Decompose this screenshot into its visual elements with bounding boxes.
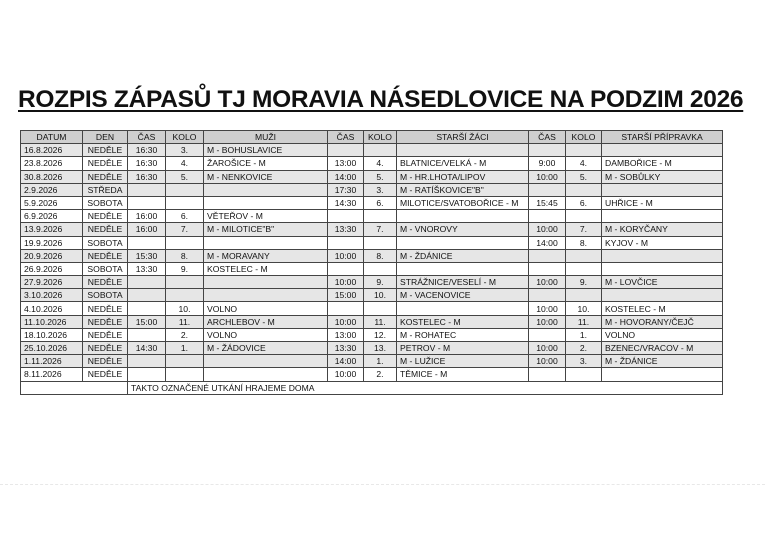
column-header-time: ČAS bbox=[328, 131, 364, 144]
cell-day: NEDĚLE bbox=[83, 276, 128, 289]
cell-round bbox=[566, 144, 602, 157]
cell-time: 16:30 bbox=[128, 157, 166, 170]
cell-time: 10:00 bbox=[529, 302, 566, 315]
cell-older-preparatory bbox=[602, 210, 723, 223]
table-row bbox=[21, 368, 723, 381]
cell-round: 5. bbox=[166, 170, 204, 183]
table-row bbox=[21, 262, 723, 275]
cell-time: 14:00 bbox=[328, 355, 364, 368]
cell-round: 6. bbox=[364, 196, 397, 209]
cell-older-pupils: M - VNOROVY bbox=[397, 223, 529, 236]
cell-round: 13. bbox=[364, 342, 397, 355]
cell-date: 25.10.2026 bbox=[21, 342, 83, 355]
cell-day: NEDĚLE bbox=[83, 223, 128, 236]
table-row bbox=[21, 183, 723, 196]
cell-time: 16:30 bbox=[128, 144, 166, 157]
cell-older-preparatory bbox=[602, 289, 723, 302]
cell-time: 15:45 bbox=[529, 196, 566, 209]
cell-round: 4. bbox=[364, 157, 397, 170]
cell-older-preparatory: DAMBOŘICE - M bbox=[602, 157, 723, 170]
cell-older-pupils bbox=[397, 236, 529, 249]
cell-time: 13:00 bbox=[328, 328, 364, 341]
cell-time: 10:00 bbox=[529, 342, 566, 355]
cell-round bbox=[566, 262, 602, 275]
table-row bbox=[21, 276, 723, 289]
column-header-older-pupils: STARŠÍ ŽÁCI bbox=[397, 131, 529, 144]
cell-date: 19.9.2026 bbox=[21, 236, 83, 249]
cell-older-preparatory: VOLNO bbox=[602, 328, 723, 341]
cell-round: 7. bbox=[166, 223, 204, 236]
page-title: ROZPIS ZÁPASŮ TJ MORAVIA NÁSEDLOVICE NA PODZIM 2026 bbox=[18, 86, 744, 113]
cell-day: SOBOTA bbox=[83, 236, 128, 249]
cell-older-pupils: TĚMICE - M bbox=[397, 368, 529, 381]
cell-time bbox=[328, 236, 364, 249]
cell-round: 9. bbox=[566, 276, 602, 289]
cell-date: 3.10.2026 bbox=[21, 289, 83, 302]
cell-men bbox=[204, 368, 328, 381]
divider bbox=[0, 484, 765, 485]
cell-older-preparatory bbox=[602, 368, 723, 381]
cell-time: 16:30 bbox=[128, 170, 166, 183]
cell-date: 27.9.2026 bbox=[21, 276, 83, 289]
cell-day: NEDĚLE bbox=[83, 210, 128, 223]
table-row bbox=[21, 249, 723, 262]
cell-round: 3. bbox=[166, 144, 204, 157]
cell-day: NEDĚLE bbox=[83, 328, 128, 341]
cell-time: 14:30 bbox=[328, 196, 364, 209]
cell-time: 13:30 bbox=[328, 342, 364, 355]
cell-older-pupils: PETROV - M bbox=[397, 342, 529, 355]
cell-men bbox=[204, 196, 328, 209]
cell-round: 2. bbox=[364, 368, 397, 381]
cell-date: 18.10.2026 bbox=[21, 328, 83, 341]
cell-time: 15:30 bbox=[128, 249, 166, 262]
cell-round bbox=[566, 210, 602, 223]
cell-time bbox=[328, 144, 364, 157]
cell-day: NEDĚLE bbox=[83, 249, 128, 262]
cell-time: 10:00 bbox=[529, 276, 566, 289]
cell-day: SOBOTA bbox=[83, 289, 128, 302]
cell-day: NEDĚLE bbox=[83, 170, 128, 183]
cell-time bbox=[529, 210, 566, 223]
cell-time bbox=[328, 302, 364, 315]
cell-time: 13:30 bbox=[128, 262, 166, 275]
cell-date: 26.9.2026 bbox=[21, 262, 83, 275]
cell-date: 8.11.2026 bbox=[21, 368, 83, 381]
cell-older-preparatory: UHŘICE - M bbox=[602, 196, 723, 209]
cell-older-pupils bbox=[397, 144, 529, 157]
cell-older-pupils: M - VACENOVICE bbox=[397, 289, 529, 302]
cell-time bbox=[128, 196, 166, 209]
cell-older-pupils: M - ŽDÁNICE bbox=[397, 249, 529, 262]
cell-round bbox=[364, 210, 397, 223]
cell-day: NEDĚLE bbox=[83, 355, 128, 368]
cell-date: 5.9.2026 bbox=[21, 196, 83, 209]
cell-men bbox=[204, 236, 328, 249]
cell-older-preparatory: M - HOVORANY/ČEJČ bbox=[602, 315, 723, 328]
cell-time bbox=[529, 328, 566, 341]
cell-round bbox=[166, 289, 204, 302]
header-row bbox=[21, 131, 723, 144]
cell-date: 30.8.2026 bbox=[21, 170, 83, 183]
column-header-men: MUŽI bbox=[204, 131, 328, 144]
cell-round: 9. bbox=[364, 276, 397, 289]
cell-round: 1. bbox=[364, 355, 397, 368]
match-schedule-table bbox=[20, 130, 723, 395]
cell-day: NEDĚLE bbox=[83, 157, 128, 170]
cell-round: 8. bbox=[566, 236, 602, 249]
cell-round: 6. bbox=[566, 196, 602, 209]
cell-older-pupils: STRÁŽNICE/VESELÍ - M bbox=[397, 276, 529, 289]
cell-older-pupils: MILOTICE/SVATOBOŘICE - M bbox=[397, 196, 529, 209]
cell-time: 10:00 bbox=[328, 249, 364, 262]
cell-round: 3. bbox=[566, 355, 602, 368]
cell-time: 10:00 bbox=[328, 315, 364, 328]
column-header-time: ČAS bbox=[128, 131, 166, 144]
cell-older-preparatory: KYJOV - M bbox=[602, 236, 723, 249]
cell-round: 2. bbox=[166, 328, 204, 341]
table-row bbox=[21, 342, 723, 355]
cell-date: 2.9.2026 bbox=[21, 183, 83, 196]
cell-time bbox=[529, 144, 566, 157]
cell-round: 2. bbox=[566, 342, 602, 355]
cell-round bbox=[364, 144, 397, 157]
cell-time: 10:00 bbox=[328, 276, 364, 289]
cell-older-preparatory: KOSTELEC - M bbox=[602, 302, 723, 315]
cell-men bbox=[204, 355, 328, 368]
cell-round bbox=[566, 368, 602, 381]
cell-time: 10:00 bbox=[529, 223, 566, 236]
cell-time bbox=[128, 355, 166, 368]
cell-round bbox=[566, 183, 602, 196]
cell-round bbox=[364, 302, 397, 315]
cell-time bbox=[529, 289, 566, 302]
cell-round: 10. bbox=[364, 289, 397, 302]
footnote-row bbox=[21, 381, 723, 394]
cell-men: M - ŽÁDOVICE bbox=[204, 342, 328, 355]
cell-round: 11. bbox=[566, 315, 602, 328]
cell-round: 4. bbox=[166, 157, 204, 170]
cell-round: 8. bbox=[364, 249, 397, 262]
cell-date: 16.8.2026 bbox=[21, 144, 83, 157]
cell-time: 14:30 bbox=[128, 342, 166, 355]
cell-date: 4.10.2026 bbox=[21, 302, 83, 315]
cell-time: 17:30 bbox=[328, 183, 364, 196]
cell-time: 13:30 bbox=[328, 223, 364, 236]
cell-round: 11. bbox=[166, 315, 204, 328]
cell-time bbox=[529, 249, 566, 262]
cell-date: 23.8.2026 bbox=[21, 157, 83, 170]
column-header-round: KOLO bbox=[166, 131, 204, 144]
cell-time bbox=[128, 276, 166, 289]
cell-round: 10. bbox=[566, 302, 602, 315]
cell-men: M - BOHUSLAVICE bbox=[204, 144, 328, 157]
cell-round: 12. bbox=[364, 328, 397, 341]
cell-men bbox=[204, 183, 328, 196]
cell-men: M - MILOTICE"B" bbox=[204, 223, 328, 236]
table-row bbox=[21, 223, 723, 236]
cell-date: 13.9.2026 bbox=[21, 223, 83, 236]
cell-date: 6.9.2026 bbox=[21, 210, 83, 223]
column-header-older-preparatory: STARŠÍ PŘÍPRAVKA bbox=[602, 131, 723, 144]
cell-time: 16:00 bbox=[128, 210, 166, 223]
table-row bbox=[21, 289, 723, 302]
cell-round bbox=[566, 249, 602, 262]
cell-time: 15:00 bbox=[328, 289, 364, 302]
cell-time: 14:00 bbox=[529, 236, 566, 249]
cell-older-pupils bbox=[397, 210, 529, 223]
cell-time bbox=[128, 289, 166, 302]
cell-round: 5. bbox=[364, 170, 397, 183]
cell-older-preparatory bbox=[602, 249, 723, 262]
cell-round: 9. bbox=[166, 262, 204, 275]
cell-men: ARCHLEBOV - M bbox=[204, 315, 328, 328]
cell-men: VOLNO bbox=[204, 302, 328, 315]
cell-day: NEDĚLE bbox=[83, 302, 128, 315]
table-row bbox=[21, 315, 723, 328]
cell-round: 1. bbox=[566, 328, 602, 341]
cell-men: VĚTEŘOV - M bbox=[204, 210, 328, 223]
cell-round: 4. bbox=[566, 157, 602, 170]
cell-older-preparatory bbox=[602, 262, 723, 275]
cell-men: ŽAROŠICE - M bbox=[204, 157, 328, 170]
footnote-home-matches: TAKTO OZNAČENÉ UTKÁNÍ HRAJEME DOMA bbox=[128, 381, 723, 394]
column-header-time: ČAS bbox=[529, 131, 566, 144]
cell-day: SOBOTA bbox=[83, 262, 128, 275]
cell-older-pupils: BLATNICE/VELKÁ - M bbox=[397, 157, 529, 170]
cell-round bbox=[166, 236, 204, 249]
cell-round bbox=[364, 236, 397, 249]
cell-men: M - NENKOVICE bbox=[204, 170, 328, 183]
table-row bbox=[21, 170, 723, 183]
cell-time bbox=[128, 368, 166, 381]
cell-time: 16:00 bbox=[128, 223, 166, 236]
cell-day: STŘEDA bbox=[83, 183, 128, 196]
cell-time bbox=[128, 236, 166, 249]
cell-round: 11. bbox=[364, 315, 397, 328]
cell-older-pupils: M - HR.LHOTA/LIPOV bbox=[397, 170, 529, 183]
cell-day: NEDĚLE bbox=[83, 368, 128, 381]
column-header-round: KOLO bbox=[364, 131, 397, 144]
table-row bbox=[21, 328, 723, 341]
cell-time bbox=[328, 210, 364, 223]
cell-day: SOBOTA bbox=[83, 196, 128, 209]
cell-time bbox=[529, 262, 566, 275]
cell-date: 11.10.2026 bbox=[21, 315, 83, 328]
cell-round: 3. bbox=[364, 183, 397, 196]
cell-men bbox=[204, 289, 328, 302]
table-row bbox=[21, 144, 723, 157]
table-row bbox=[21, 157, 723, 170]
cell-time: 13:00 bbox=[328, 157, 364, 170]
cell-older-pupils bbox=[397, 302, 529, 315]
cell-time bbox=[128, 183, 166, 196]
cell-men: KOSTELEC - M bbox=[204, 262, 328, 275]
column-header-date: DATUM bbox=[21, 131, 83, 144]
cell-older-preparatory: M - ŽDÁNICE bbox=[602, 355, 723, 368]
cell-round: 10. bbox=[166, 302, 204, 315]
cell-older-preparatory: M - LOVČICE bbox=[602, 276, 723, 289]
cell-older-preparatory: BZENEC/VRACOV - M bbox=[602, 342, 723, 355]
cell-older-pupils: M - LUŽICE bbox=[397, 355, 529, 368]
cell-round: 7. bbox=[364, 223, 397, 236]
cell-time: 10:00 bbox=[529, 315, 566, 328]
cell-date: 1.11.2026 bbox=[21, 355, 83, 368]
cell-round: 7. bbox=[566, 223, 602, 236]
cell-time: 10:00 bbox=[529, 170, 566, 183]
cell-date: 20.9.2026 bbox=[21, 249, 83, 262]
cell-day: NEDĚLE bbox=[83, 342, 128, 355]
cell-time: 10:00 bbox=[328, 368, 364, 381]
cell-older-pupils bbox=[397, 262, 529, 275]
cell-time bbox=[328, 262, 364, 275]
cell-time: 15:00 bbox=[128, 315, 166, 328]
cell-round bbox=[166, 183, 204, 196]
column-header-round: KOLO bbox=[566, 131, 602, 144]
cell-round: 6. bbox=[166, 210, 204, 223]
cell-men bbox=[204, 276, 328, 289]
cell-round: 1. bbox=[166, 342, 204, 355]
table-row bbox=[21, 210, 723, 223]
cell-time bbox=[128, 328, 166, 341]
cell-older-preparatory bbox=[602, 183, 723, 196]
footnote-spacer bbox=[21, 381, 128, 394]
table-row bbox=[21, 236, 723, 249]
cell-time: 9:00 bbox=[529, 157, 566, 170]
cell-day: NEDĚLE bbox=[83, 315, 128, 328]
cell-round bbox=[166, 276, 204, 289]
cell-time bbox=[529, 368, 566, 381]
cell-time: 10:00 bbox=[529, 355, 566, 368]
cell-men: M - MORAVANY bbox=[204, 249, 328, 262]
cell-round: 5. bbox=[566, 170, 602, 183]
table-row bbox=[21, 302, 723, 315]
column-header-day: DEN bbox=[83, 131, 128, 144]
cell-round bbox=[166, 196, 204, 209]
cell-older-pupils: KOSTELEC - M bbox=[397, 315, 529, 328]
cell-older-pupils: M - ROHATEC bbox=[397, 328, 529, 341]
cell-older-preparatory: M - KORYČANY bbox=[602, 223, 723, 236]
cell-time bbox=[128, 302, 166, 315]
cell-older-pupils: M - RATÍŠKOVICE"B" bbox=[397, 183, 529, 196]
cell-round: 8. bbox=[166, 249, 204, 262]
cell-day: NEDĚLE bbox=[83, 144, 128, 157]
cell-round bbox=[166, 368, 204, 381]
cell-time bbox=[529, 183, 566, 196]
cell-round bbox=[566, 289, 602, 302]
cell-round bbox=[364, 262, 397, 275]
table-row bbox=[21, 196, 723, 209]
table-row bbox=[21, 355, 723, 368]
cell-round bbox=[166, 355, 204, 368]
cell-older-preparatory bbox=[602, 144, 723, 157]
cell-older-preparatory: M - SOBŮLKY bbox=[602, 170, 723, 183]
cell-time: 14:00 bbox=[328, 170, 364, 183]
cell-men: VOLNO bbox=[204, 328, 328, 341]
